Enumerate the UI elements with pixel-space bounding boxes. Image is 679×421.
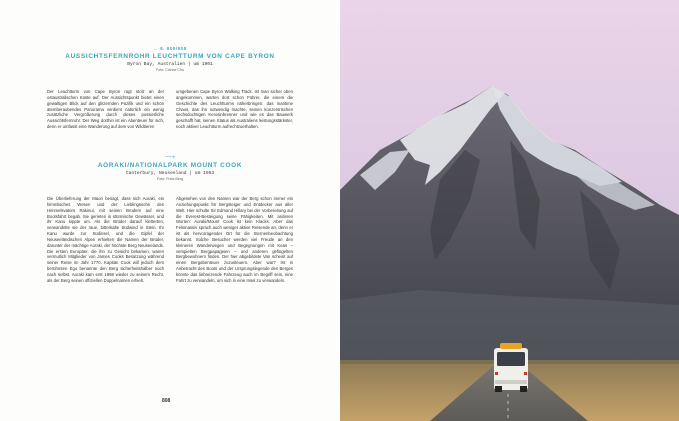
section-aoraki-header bbox=[47, 154, 293, 182]
section-aoraki-body bbox=[47, 196, 293, 284]
text-column-left: Die Überlieferung der Maori besagt, dass sich Aoraki, ein himmlisches Wesen und der Lieblingssohn des Himmelsvaters Rakinui, mit seinen Brüdern auf eine Bootsfahrt begab. Sie gerieten in stürmische Gewässer, und ihr Kanu kippte um. Als die Brüder darauf kletterten, verwandelte sie der raue, bitterkalte Südwind in Stein. Ihr Kanu wurde zur Südinsel, und die Gipfel der Neuseeländischen Alpen erhielten die Namen der Brüder, darunter der mächtige Aoraki, der höchste Berg Neuseelands. Die ersten Europäer, die ihn zu Gesicht bekamen, waren vermutlich Mitglieder von James Cooks Besatzung während seiner Reise im Jahr 1770. Kapitän Cook will jedoch dem berühmten Ego benannte den Berg sicherheitshalber noch nach selbst. Aoraki kam erst 1998 wieder zu seinem Recht, als der Berg seinen offiziellen Doppelnamen erhielt. bbox=[47, 196, 164, 283]
text-column-right: umgebenen Cape Byron Walking Track. Ist man sicher oben angekommen, warten dort schon Führer, die einem die Geschichte des Leuchtturms näherbringen: das maritime Chaos, das ihn notwendig machte, seinen konzentrischen sechsdochtigen Kerosinbrenner und wie es das Bauwerk geschafft hat, seinen Status als Australiens leistungsstärkster, noch aktiver Leuchtturm aufrechtzuerhalten. bbox=[176, 89, 293, 130]
mountain-road-photo bbox=[340, 0, 679, 421]
text-column-right: Abgesehen von den Namen war der Berg schon immer ein Anziehungspunkt für Bergsteiger und Entdecker aus aller Welt. Hier schulte Sir Edmund Hillary bei der Vorbereitung auf die Everest-Besteigung seine Fähigkeiten. Mit anderen Worten: Aoraki/Mount Cook ist kein Klacks. Aber das Felsmassiv sprach auch weniger aktive Reisende an, denn er ist als hervorragender Ort für die Sternenbeobachtung bekannt. Solche Besucher werden viel Freude an den kleineren Wanderwegen und Begegnungen mit Keas – verspielten Bergpapageien – und anderen gefiügelten Bergbewohnern finden. Der hier abgebildete Van scheint auf einen Bergabenteuer zuzusteuern. Aber war? Ist in Anbetracht des Boots und der Ursprungslegende des Berges könnte das liebreizende Fahrzeug auch im Begriff sein, eine Fahrt zu verwandeln, um sich in eine Insel zu verwandeln. bbox=[176, 196, 293, 283]
text-column-left: Der Leuchtturm von Cape Byron ragt stolz an der ostaustralischen Küste auf. Der Aussichtspunkt bietet einen gewaltigen Blick auf den glitzernden Pazifik und ein schön atemberaubendes Panorama verdient natürlich ein wenig zusätzliche Vergrößerung durch dieses possierliche Aussichtsfernrohr. Der Weg dorthin ist ein Abenteuer für sich, denn er umfasst eine Wanderung auf dem von Wildtieren bbox=[47, 89, 164, 130]
photo-credit: Foto: Frida Berg bbox=[157, 177, 183, 181]
section-location: Byron Bay, Australien | um 1901 bbox=[127, 62, 213, 67]
van-icon bbox=[494, 343, 528, 392]
section-title: AUSSICHTSFERNROHR LEUCHTTURM VON CAPE BYRON bbox=[65, 53, 275, 60]
section-location: Canterbury, Neuseeland | um 1953 bbox=[125, 171, 215, 176]
section-title: AORAKI/NATIONALPARK MOUNT COOK bbox=[97, 162, 243, 169]
back-arrow-icon: ← bbox=[153, 46, 161, 51]
photo-credit: Foto: Clarice Cho bbox=[156, 68, 184, 72]
forward-arrow-icon: ⟶ bbox=[164, 154, 176, 161]
section-cape-byron-header bbox=[47, 46, 293, 73]
section-cape-byron-body bbox=[47, 89, 293, 130]
page-reference: ← 8. 808/808 bbox=[153, 46, 187, 51]
page-number: 808 bbox=[162, 398, 171, 404]
